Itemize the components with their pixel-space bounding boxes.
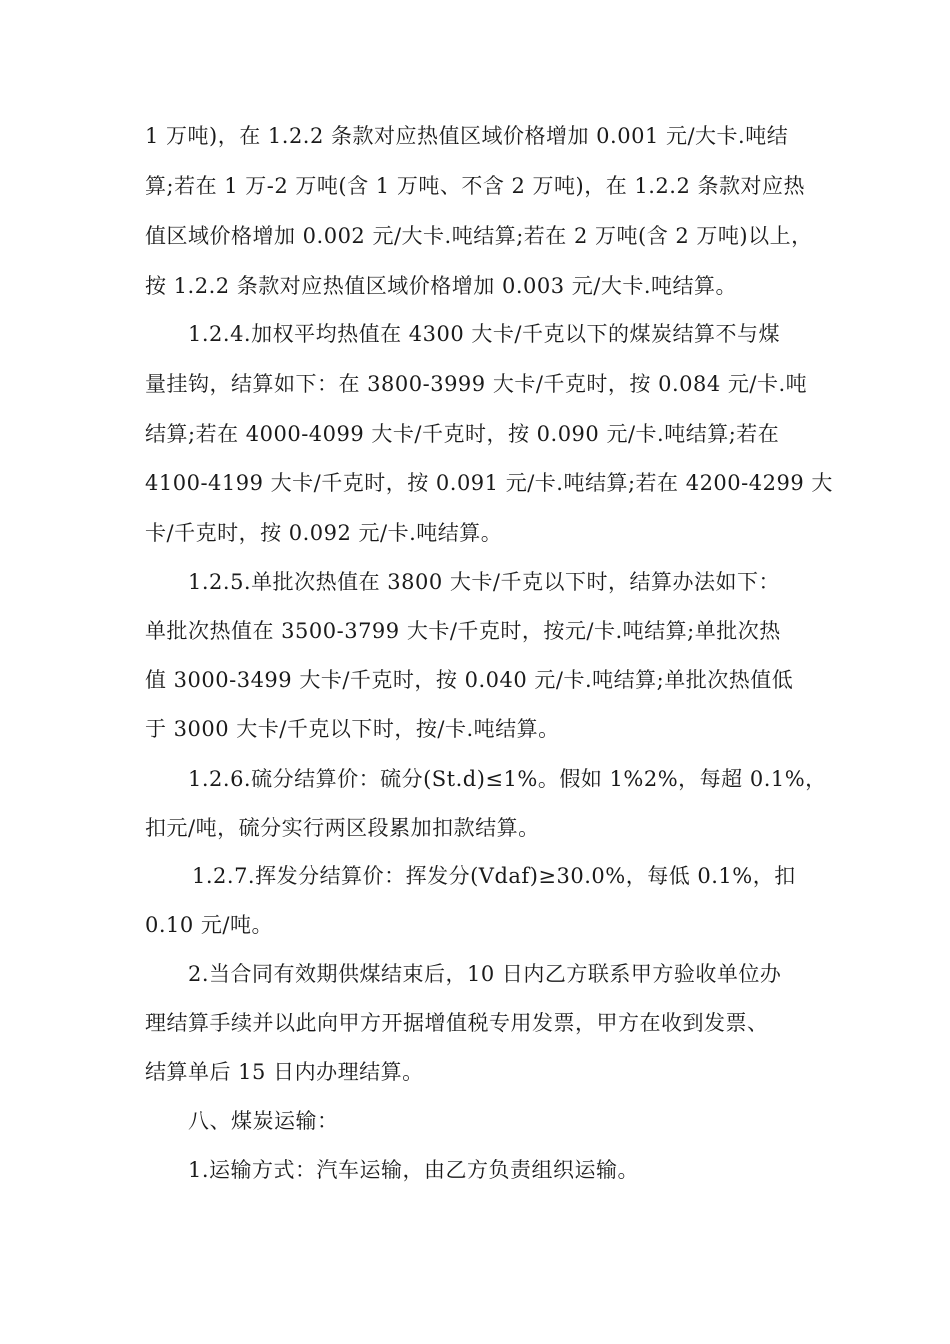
text-line: 单批次热值在 3500-3799 大卡/千克时，按元/卡.吨结算;单批次热 bbox=[145, 619, 781, 643]
text-line: 值区域价格增加 0.002 元/大卡.吨结算;若在 2 万吨(含 2 万吨)以上， bbox=[145, 224, 813, 248]
text-line: 2.当合同有效期供煤结束后，10 日内乙方联系甲方验收单位办 bbox=[188, 962, 782, 986]
text-line: 1.运输方式：汽车运输，由乙方负责组织运输。 bbox=[188, 1158, 640, 1182]
text-line: 按 1.2.2 条款对应热值区域价格增加 0.003 元/大卡.吨结算。 bbox=[145, 274, 738, 298]
text-line: 算;若在 1 万-2 万吨(含 1 万吨、不含 2 万吨)，在 1.2.2 条款对应热 bbox=[145, 174, 806, 198]
text-line: 0.10 元/吨。 bbox=[145, 913, 274, 937]
text-line: 1.2.7.挥发分结算价：挥发分(Vdaf)≥30.0%，每低 0.1%，扣 bbox=[192, 864, 796, 888]
text-line: 量挂钩，结算如下：在 3800-3999 大卡/千克时，按 0.084 元/卡.吨 bbox=[145, 372, 808, 396]
text-line: 结算;若在 4000-4099 大卡/千克时，按 0.090 元/卡.吨结算;若在 bbox=[145, 422, 780, 446]
text-line: 值 3000-3499 大卡/千克时，按 0.040 元/卡.吨结算;单批次热值低 bbox=[145, 668, 794, 692]
text-line: 1.2.6.硫分结算价：硫分(St.d)≤1%。假如 1%2%，每超 0.1%， bbox=[188, 767, 827, 791]
text-line: 结算单后 15 日内办理结算。 bbox=[145, 1060, 424, 1084]
text-line: 卡/千克时，按 0.092 元/卡.吨结算。 bbox=[145, 521, 503, 545]
text-line: 1.2.5.单批次热值在 3800 大卡/千克以下时，结算办法如下： bbox=[188, 570, 780, 594]
text-line: 4100-4199 大卡/千克时，按 0.091 元/卡.吨结算;若在 4200-4299 大 bbox=[145, 471, 833, 495]
text-line: 1 万吨)，在 1.2.2 条款对应热值区域价格增加 0.001 元/大卡.吨结 bbox=[145, 124, 789, 148]
text-line: 扣元/吨，硫分实行两区段累加扣款结算。 bbox=[145, 816, 540, 840]
text-line: 于 3000 大卡/千克以下时，按/卡.吨结算。 bbox=[145, 717, 560, 741]
text-line: 理结算手续并以此向甲方开据增值税专用发票，甲方在收到发票、 bbox=[145, 1011, 769, 1035]
section-heading: 八、煤炭运输： bbox=[188, 1109, 339, 1133]
text-line: 1.2.4.加权平均热值在 4300 大卡/千克以下的煤炭结算不与煤 bbox=[188, 322, 780, 346]
